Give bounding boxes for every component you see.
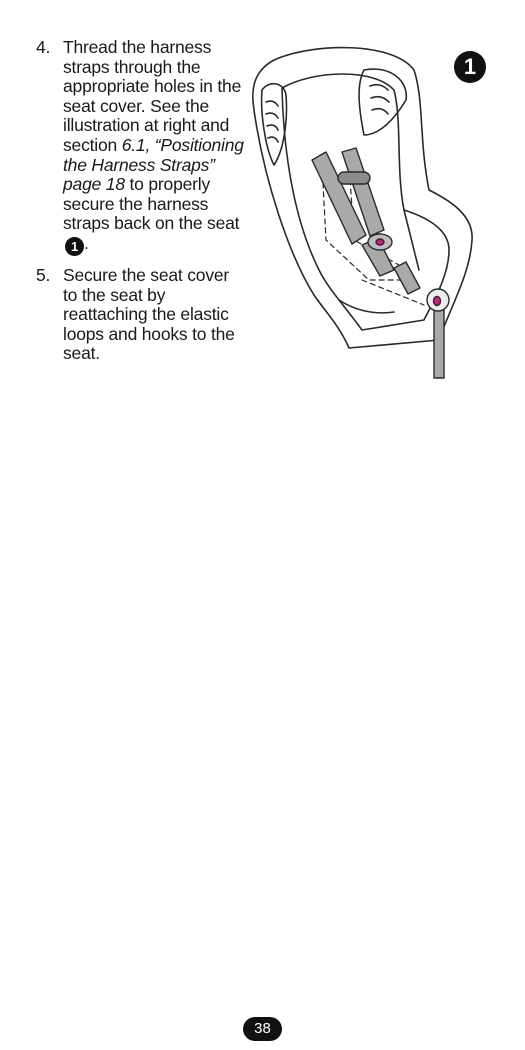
- lap-strap: [394, 262, 420, 294]
- car-seat-harness-illustration-icon: [244, 40, 484, 380]
- step-number: 5.: [36, 264, 51, 285]
- hanging-adjuster-strap: [434, 300, 444, 378]
- step-4: [36, 38, 246, 256]
- step-text: [63, 38, 246, 256]
- figure-callout-icon: 1: [65, 237, 84, 256]
- step-text-part: Thread the harness straps through the appropriate holes in the seat cover. See the illustration at right and section: [63, 37, 242, 155]
- chest-clip: [338, 172, 370, 184]
- buckle-release-button: [376, 239, 384, 245]
- step-5: [36, 266, 246, 364]
- step-text-part: .: [84, 232, 89, 253]
- adjuster-button: [434, 297, 441, 306]
- instruction-list: [36, 38, 246, 374]
- right-headrest-wing: [359, 69, 406, 135]
- step-text-part: to properly secure the harness straps back on the seat: [63, 174, 240, 234]
- step-number: 4.: [36, 37, 51, 57]
- figure-number-badge: 1: [454, 51, 486, 83]
- step-text: Secure the seat cover to the seat by reattaching the elastic loops and hooks to the seat.: [63, 264, 235, 364]
- section-reference: 6.1, “Positioning the Harness Straps” page 18: [63, 134, 244, 195]
- page-number: 38: [243, 1017, 282, 1041]
